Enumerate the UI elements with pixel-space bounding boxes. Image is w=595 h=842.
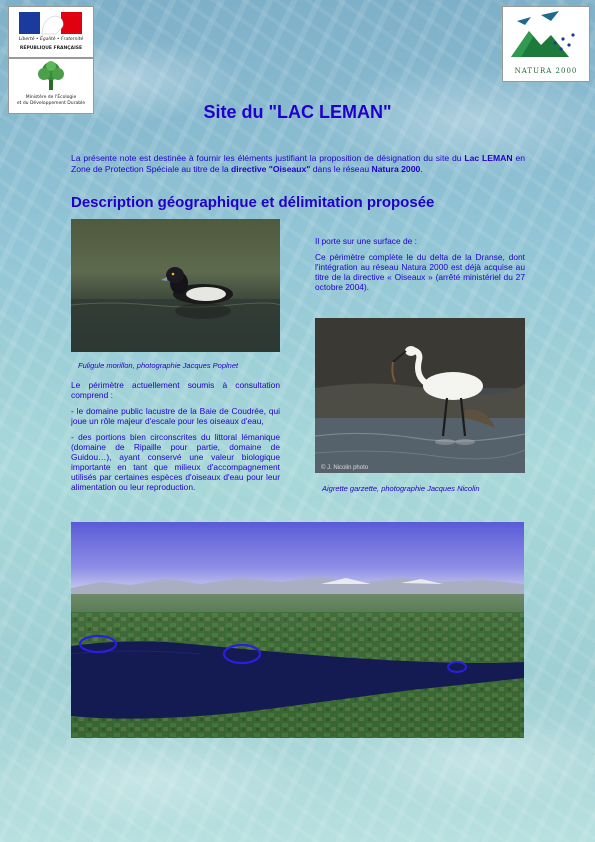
tree-icon bbox=[9, 59, 93, 93]
perimeter-item-2: - des portions bien circonscrites du littoral lémanique (domaine de Ripaille pour partie, domaine de Guidou…), ayant conservé une valeur biologique importante en tant que milieux d'accompagnement utilisés par certaines espèces d'oiseaux d'eau pour leur alimentation ou leur reproduction. bbox=[71, 432, 280, 492]
lake-leman-3d-map bbox=[71, 522, 524, 738]
section-heading: Description géographique et délimitation proposée bbox=[71, 194, 435, 211]
egret-caption: Aigrette garzette, photographie Jacques Nicolin bbox=[322, 484, 480, 493]
surface-text: Il porte sur une surface de : bbox=[315, 236, 417, 246]
intro-text-1: La présente note est destinée à fournir les éléments justifiant la proposition de désignation du site du bbox=[71, 153, 465, 163]
natura-emblem-icon bbox=[503, 7, 589, 67]
intro-network: Natura 2000 bbox=[371, 164, 421, 174]
intro-site-name: Lac LEMAN bbox=[464, 153, 513, 163]
intro-text-2: en Zone de Protection Spéciale au titre de la bbox=[71, 153, 526, 174]
natura-2000-logo bbox=[502, 6, 590, 82]
intro-paragraph bbox=[71, 153, 525, 175]
tufted-duck-photo bbox=[71, 219, 280, 352]
duck-illustration bbox=[71, 219, 280, 352]
duck-caption: Fuligule morillon, photographie Jacques Poplnet bbox=[78, 361, 239, 370]
right-column-text bbox=[315, 236, 525, 298]
perimeter-item-1: - le domaine public lacustre de la Baie de Coudrée, qui joue un rôle majeur d'escale pour les oiseaux d'eau, bbox=[71, 406, 280, 426]
natura-label: NATURA 2000 bbox=[514, 67, 578, 75]
egret-credit: © J. Nicolin photo bbox=[321, 465, 369, 471]
rf-country: RÉPUBLIQUE FRANÇAISE bbox=[19, 46, 83, 51]
page-title: Site du "LAC LEMAN" bbox=[203, 102, 392, 123]
dranse-text: Ce périmètre complète le du delta de la Dranse, dont l'intégration au réseau Natura 2000 est déjà acquise au titre de la directive « Oiseaux » (arrêté ministériel du 27 octobre 2004). bbox=[315, 252, 525, 292]
republique-francaise-logo bbox=[8, 6, 94, 58]
intro-text-4: . bbox=[420, 164, 423, 174]
rf-motto: Liberté • Égalité • Fraternité bbox=[18, 37, 84, 42]
little-egret-photo bbox=[315, 318, 525, 473]
egret-illustration bbox=[315, 318, 525, 473]
ministry-line2: et du Développement Durable bbox=[16, 101, 86, 106]
intro-directive: directive "Oiseaux" bbox=[231, 164, 311, 174]
left-column-text bbox=[71, 380, 280, 498]
ministry-line1: Ministère de l'Écologie bbox=[25, 95, 77, 100]
map-illustration bbox=[71, 522, 524, 738]
perimeter-intro: Le périmètre actuellement soumis à consultation comprend : bbox=[71, 380, 280, 400]
intro-text-3: dans le réseau bbox=[310, 164, 372, 174]
